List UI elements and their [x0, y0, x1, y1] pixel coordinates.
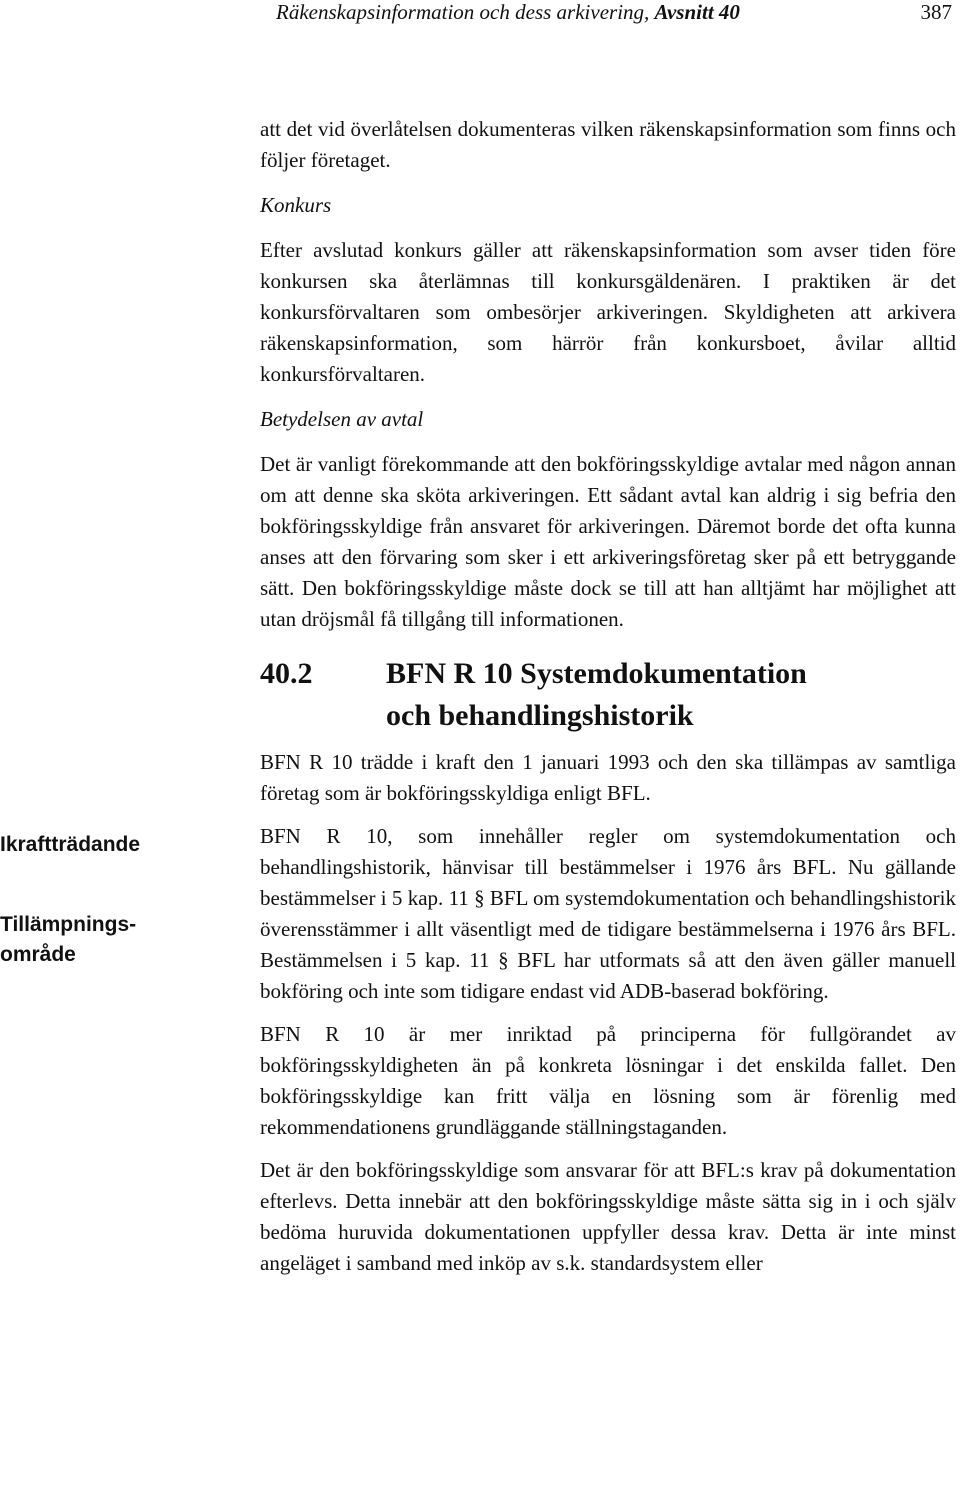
section-heading	[260, 653, 956, 737]
paragraph-3: BFN R 10 är mer inriktad på principerna för fullgörandet av bokföringsskyldigheten än på konkreta lösningar i det enskilda fallet. Den bokföringsskyldige kan fritt välja en lösning som är förenlig med rekommendationens grundläggande ställningstaganden.	[260, 1022, 956, 1139]
header-title-main: Räkenskapsinformation och dess arkivering,	[276, 0, 655, 24]
margin-note-line: område	[0, 943, 76, 966]
paragraph-konkurs: Efter avslutad konkurs gäller att räkenskapsinformation som avser tiden före konkursen ska återlämnas till konkursgäldenären. I praktiken är det konkursförvaltaren som ombesörjer arkiveringen. Skyldigheten att arkivera räkenskapsinformation, som härrör från konkursboet, åvilar alltid konkursförvaltaren.	[260, 238, 956, 386]
subheading-avtal: Betydelsen av avtal	[260, 407, 424, 431]
paragraph-4: Det är den bokföringsskyldige som ansvarar för att BFL:s krav på dokumentation efterlevs. Detta innebär att den bokföringsskyldige måste sätta sig in i och själv bedöma huruvida dokumentationen uppfyller dessa krav. Detta är inte minst angeläget i samband med inköp av s.k. standardsystem eller	[260, 1158, 956, 1275]
spacer	[260, 1007, 956, 1019]
spacer	[260, 809, 956, 821]
section-title-line2: och behandlingshistorik	[386, 699, 694, 732]
header-title	[276, 0, 740, 24]
margin-note-tillampningsomrade	[0, 910, 200, 970]
main-text	[260, 114, 956, 1279]
paragraph-avtal: Det är vanligt förekommande att den bokföringsskyldige avtalar med någon annan om att denne ska sköta arkiveringen. Ett sådant avtal kan aldrig i sig befria den bokföringsskyldige från ansvaret för arkiveringen. Däremot borde det ofta kunna anses att den förvaring som sker i ett arkiveringsföretag sker på ett betryggande sätt. Den bokföringsskyldige måste dock se till att han alltjämt har möjlighet att utan dröjsmål få tillgång till informationen.	[260, 452, 956, 631]
page-number: 387	[920, 0, 952, 24]
margin-note-line: Tillämpnings-	[0, 913, 137, 936]
margin-note-ikrafttradande: Ikraftträdande	[0, 833, 141, 856]
paragraph-1: BFN R 10 trädde i kraft den 1 januari 1993 och den ska tillämpas av samtliga företag som är bokföringsskyldiga enligt BFL.	[260, 750, 956, 805]
spacer	[260, 1143, 956, 1155]
paragraph-intro: att det vid överlåtelsen dokumenteras vilken räkenskapsinformation som finns och följer företaget.	[260, 117, 956, 172]
section-title-line1: BFN R 10 Systemdokumentation	[386, 657, 807, 690]
section-number: 40.2	[260, 657, 313, 690]
header-section: Avsnitt 40	[654, 0, 740, 24]
subheading-konkurs: Konkurs	[260, 193, 332, 217]
paragraph-2: BFN R 10, som innehåller regler om systemdokumentation och behandlingshistorik, hänvisar till bestämmelser i 1976 års BFL. Nu gällande bestämmelser i 5 kap. 11 § BFL om systemdokumentation och behandlingshistorik överensstämmer i allt väsentligt med de tidigare bestämmelserna i 1976 års BFL. Bestämmelsen i 5 kap. 11 § BFL har utformats så att den även gäller manuell bokföring och inte som tidigare endast vid ADB-baserad bokföring.	[260, 824, 956, 1003]
running-header	[0, 0, 960, 28]
